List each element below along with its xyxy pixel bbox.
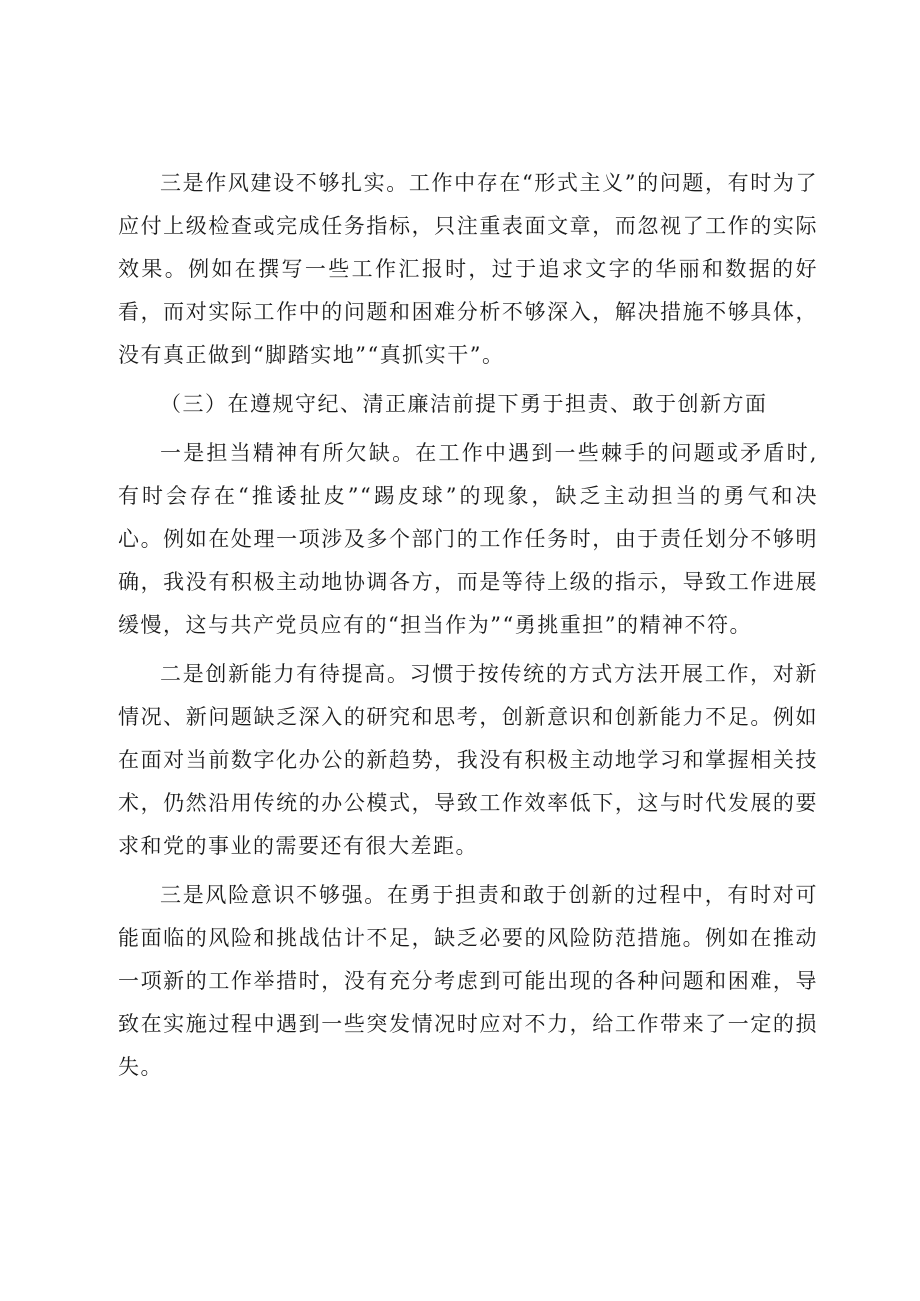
paragraph-responsibility: 一是担当精神有所欠缺。在工作中遇到一些棘手的问题或矛盾时,有时会存在“推诿扯皮”“踢皮球”的现象，缺乏主动担当的勇气和决心。例如在处理一项涉及多个部门的工作任务时，由于责任划分不够明确，我没有积极主动地协调各方，而是等待上级的指示，导致工作进展缓慢，这与共产党员应有的“担当作为”“勇挑重担”的精神不符。 bbox=[118, 441, 818, 637]
paragraph-innovation: 二是创新能力有待提高。习惯于按传统的方式方法开展工作，对新情况、新问题缺乏深入的研究和思考，创新意识和创新能力不足。例如在面对当前数字化办公的新趋势，我没有积极主动地学习和掌握相关技术，仍然沿用传统的办公模式，导致工作效率低下，这与时代发展的要求和党的事业的需要还有很大差距。 bbox=[118, 662, 818, 858]
section-heading-3: （三）在遵规守纪、清正廉洁前提下勇于担责、敢于创新方面 bbox=[160, 392, 768, 416]
document-body bbox=[118, 162, 818, 1095]
paragraph-risk-awareness: 三是风险意识不够强。在勇于担责和敢于创新的过程中，有时对可能面临的风险和挑战估计不足，缺乏必要的风险防范措施。例如在推动一项新的工作举措时，没有充分考虑到可能出现的各种问题和困难，导致在实施过程中遇到一些突发情况时应对不力，给工作带来了一定的损失。 bbox=[118, 883, 818, 1079]
paragraph-work-style: 三是作风建设不够扎实。工作中存在“形式主义”的问题，有时为了应付上级检查或完成任务指标，只注重表面文章，而忽视了工作的实际效果。例如在撰写一些工作汇报时，过于追求文字的华丽和数据的好看，而对实际工作中的问题和困难分析不够深入，解决措施不够具体，没有真正做到“脚踏实地”“真抓实干”。 bbox=[118, 171, 818, 367]
